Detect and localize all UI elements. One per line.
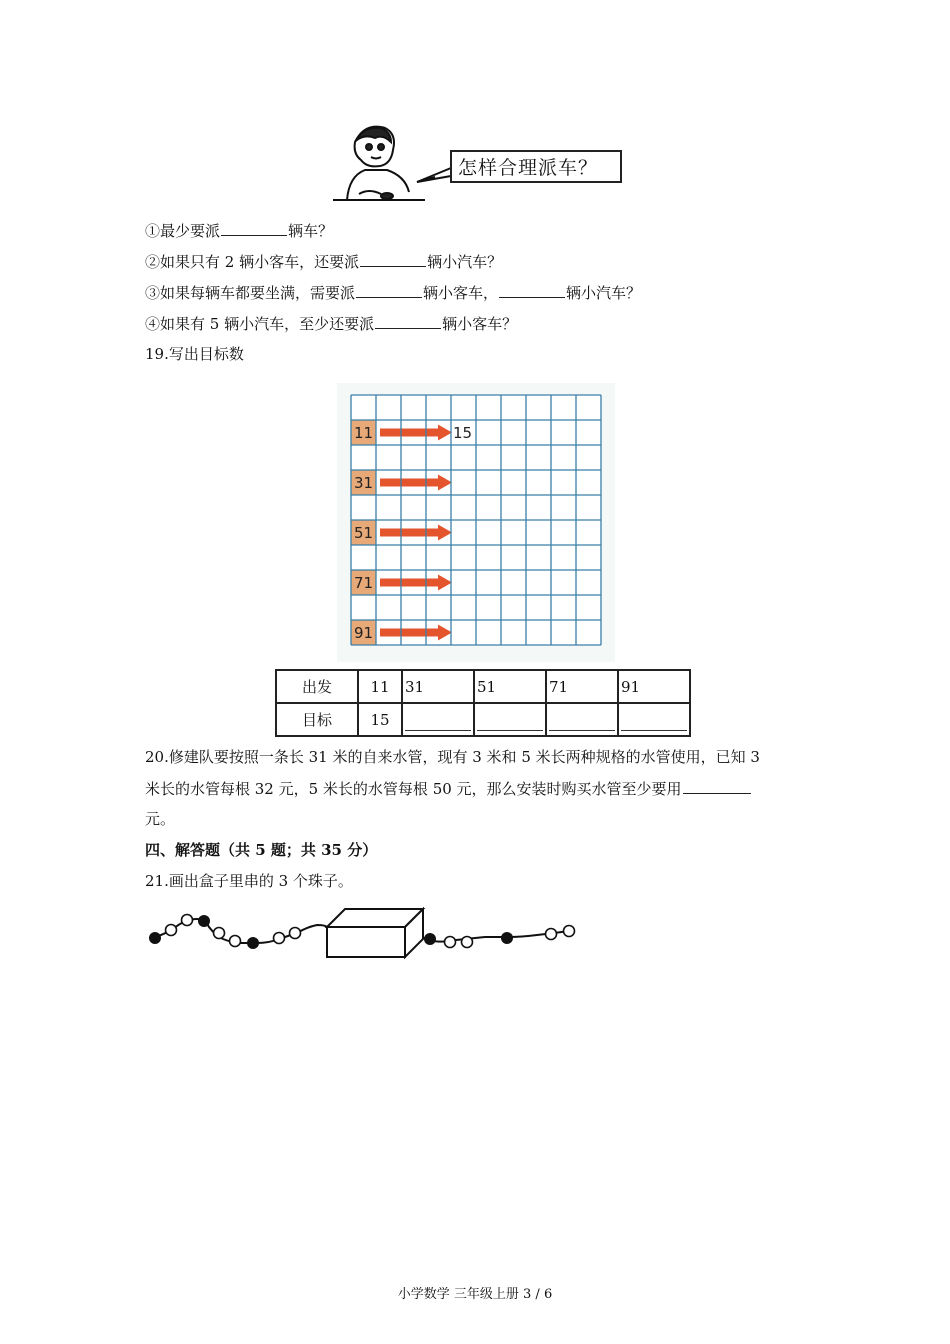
q18-item-1	[145, 220, 333, 241]
target-number-table	[275, 669, 691, 737]
start-cell: 51	[474, 670, 546, 703]
arrow-shaft	[380, 479, 438, 487]
grid-target-number: 15	[453, 424, 473, 442]
start-cell: 31	[402, 670, 474, 703]
answer-blank	[405, 730, 471, 731]
row-label-start: 出发	[276, 670, 358, 703]
q19-title: 19.写出目标数	[145, 345, 244, 363]
q20-line-2-text: 米长的水管每根 32 元，5 米长的水管每根 50 元，那么安装时购买水管至少要用	[145, 780, 682, 798]
arrow-shaft	[380, 629, 438, 637]
q18-item-1-suffix: 辆车？	[288, 222, 334, 240]
q18-item-3	[145, 282, 641, 303]
target-answer-cell[interactable]	[546, 703, 618, 736]
target-answer-cell[interactable]	[474, 703, 546, 736]
target-answer-cell[interactable]	[618, 703, 690, 736]
arrow-shaft	[380, 579, 438, 587]
answer-blank[interactable]	[221, 220, 287, 236]
q18-item-4-text: ④如果有 5 辆小汽车，至少还要派	[145, 315, 375, 333]
q20-line-1: 20.修建队要按照一条长 31 米的自来水管，现有 3 米和 5 米长两种规格的水管使用，已知 3	[145, 748, 760, 766]
q20-line-2	[145, 778, 752, 799]
answer-blank[interactable]	[375, 313, 441, 329]
q18-item-3-text: ③如果每辆车都要坐满，需要派	[145, 284, 356, 302]
table-row-target	[276, 703, 690, 736]
section-heading: 四、解答题（共 5 题；共 35 分）	[145, 841, 378, 859]
start-cell: 91	[618, 670, 690, 703]
beads-string-figure	[145, 905, 590, 965]
q18-item-4	[145, 313, 517, 334]
start-cell: 71	[546, 670, 618, 703]
answer-blank	[621, 730, 687, 731]
q18-item-3-suffix: 辆小汽车？	[566, 284, 642, 302]
speech-pointer	[415, 160, 455, 185]
grid-start-number: 91	[354, 624, 374, 642]
footer-text: 小学数学 三年级上册 3 / 6	[397, 1287, 553, 1302]
q18-item-3-middle: 辆小客车，	[423, 284, 499, 302]
target-answer-cell[interactable]	[402, 703, 474, 736]
q21-title: 21.画出盒子里串的 3 个珠子。	[145, 872, 353, 890]
q18-item-1-text: ①最少要派	[145, 222, 221, 240]
q18-item-2-text: ②如果只有 2 辆小客车，还要派	[145, 253, 360, 271]
number-grid-figure	[337, 383, 615, 662]
arrow-shaft	[380, 429, 438, 437]
speech-text: 怎样合理派车？	[458, 157, 599, 179]
grid-start-number: 11	[354, 424, 374, 442]
grid-start-number: 31	[354, 474, 374, 492]
target-cell: 15	[358, 703, 402, 736]
page-footer	[0, 1283, 950, 1302]
answer-blank[interactable]	[683, 778, 751, 794]
start-cell: 11	[358, 670, 402, 703]
answer-blank[interactable]	[356, 282, 422, 298]
q18-item-4-suffix: 辆小客车？	[442, 315, 518, 333]
arrow-shaft	[380, 529, 438, 537]
grid-start-number: 51	[354, 524, 374, 542]
answer-blank	[477, 730, 543, 731]
q20-line-3: 元。	[145, 810, 176, 828]
row-label-target: 目标	[276, 703, 358, 736]
box	[327, 909, 423, 957]
answer-blank	[549, 730, 615, 731]
answer-blank[interactable]	[499, 282, 565, 298]
table-row-start	[276, 670, 690, 703]
q18-item-2	[145, 251, 502, 272]
grid-start-number: 71	[354, 574, 374, 592]
answer-blank[interactable]	[360, 251, 426, 267]
number-grid	[337, 383, 615, 662]
q18-item-2-suffix: 辆小汽车？	[427, 253, 503, 271]
